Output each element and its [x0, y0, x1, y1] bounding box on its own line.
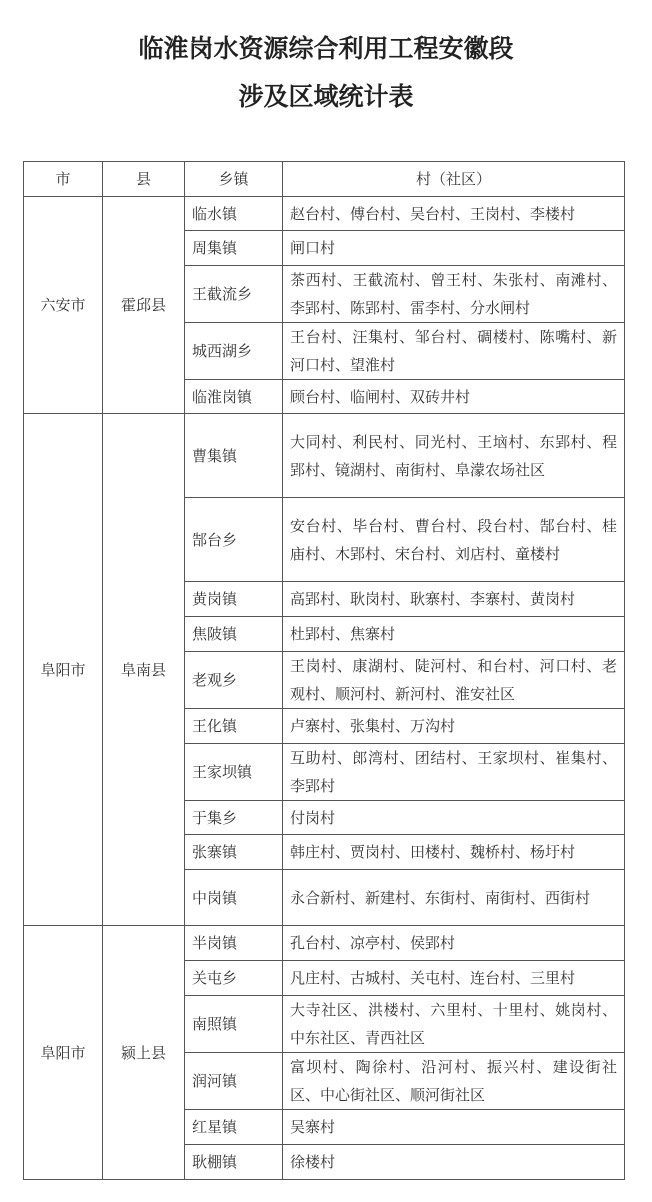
village-cell: 吴寨村: [283, 1110, 625, 1145]
village-cell: 顾台村、临闸村、双砖井村: [283, 380, 625, 414]
village-cell: 杜郢村、焦寨村: [283, 617, 625, 652]
village-cell: 凡庄村、古城村、关屯村、连台村、三里村: [283, 961, 625, 996]
town-cell: 王截流乡: [185, 266, 283, 323]
village-cell: 徐楼村: [283, 1145, 625, 1180]
village-cell: 孔台村、凉亭村、侯郢村: [283, 926, 625, 961]
village-cell: 永合新村、新建村、东街村、南街村、西街村: [283, 870, 625, 926]
county-cell: 霍邱县: [103, 197, 185, 414]
town-cell: 于集乡: [185, 801, 283, 835]
table-row: [24, 197, 625, 231]
village-cell: 韩庄村、贾岗村、田楼村、魏桥村、杨圩村: [283, 835, 625, 870]
town-cell: 王化镇: [185, 709, 283, 744]
town-cell: 曹集镇: [185, 414, 283, 498]
village-cell: 卢寨村、张集村、万沟村: [283, 709, 625, 744]
header-village: 村（社区）: [283, 162, 625, 197]
village-cell: 高郢村、耿岗村、耿寨村、李寨村、黄岗村: [283, 582, 625, 617]
town-cell: 城西湖乡: [185, 323, 283, 380]
town-cell: 南照镇: [185, 996, 283, 1053]
town-cell: 关屯乡: [185, 961, 283, 996]
table-header-row: [24, 162, 625, 197]
town-cell: 周集镇: [185, 231, 283, 266]
page-title-line-2: 涉及区域统计表: [238, 82, 414, 111]
table-row: [24, 926, 625, 961]
county-cell: 阜南县: [103, 414, 185, 926]
town-cell: 耿棚镇: [185, 1145, 283, 1180]
page-title-line-1: 临淮岗水资源综合利用工程安徽段: [138, 34, 514, 63]
town-cell: 临淮岗镇: [185, 380, 283, 414]
town-cell: 郜台乡: [185, 498, 283, 582]
village-cell: 王台村、汪集村、邹台村、碉楼村、陈嘴村、新河口村、望淮村: [283, 323, 625, 380]
region-statistics-table: [23, 161, 625, 1180]
village-cell: 互助村、郎湾村、团结村、王家坝村、崔集村、李郢村: [283, 744, 625, 801]
header-town: 乡镇: [185, 162, 283, 197]
city-cell: 阜阳市: [24, 414, 103, 926]
town-cell: 红星镇: [185, 1110, 283, 1145]
village-cell: 富坝村、陶徐村、沿河村、振兴村、建设街社区、中心街社区、顺河街社区: [283, 1053, 625, 1110]
table-body: [24, 197, 625, 1180]
town-cell: 黄岗镇: [185, 582, 283, 617]
town-cell: 临水镇: [185, 197, 283, 231]
table-row: [24, 414, 625, 498]
village-cell: 王岗村、康湖村、陡河村、和台村、河口村、老观村、顺河村、新河村、淮安社区: [283, 652, 625, 709]
town-cell: 张寨镇: [185, 835, 283, 870]
city-cell: 阜阳市: [24, 926, 103, 1180]
village-cell: 大同村、利民村、同光村、王垴村、东郢村、程郢村、镜湖村、南街村、阜濛农场社区: [283, 414, 625, 498]
county-cell: 颍上县: [103, 926, 185, 1180]
village-cell: 闸口村: [283, 231, 625, 266]
header-city: 市: [24, 162, 103, 197]
village-cell: 付岗村: [283, 801, 625, 835]
town-cell: 王家坝镇: [185, 744, 283, 801]
town-cell: 焦陂镇: [185, 617, 283, 652]
village-cell: 茶西村、王截流村、曾王村、朱张村、南滩村、李郢村、陈郢村、雷李村、分水闸村: [283, 266, 625, 323]
town-cell: 润河镇: [185, 1053, 283, 1110]
town-cell: 老观乡: [185, 652, 283, 709]
town-cell: 半岗镇: [185, 926, 283, 961]
village-cell: 赵台村、傅台村、吴台村、王岗村、李楼村: [283, 197, 625, 231]
town-cell: 中岗镇: [185, 870, 283, 926]
village-cell: 安台村、毕台村、曹台村、段台村、郜台村、桂庙村、木郢村、宋台村、刘店村、童楼村: [283, 498, 625, 582]
header-county: 县: [103, 162, 185, 197]
city-cell: 六安市: [24, 197, 103, 414]
village-cell: 大寺社区、洪楼村、六里村、十里村、姚岗村、中东社区、青西社区: [283, 996, 625, 1053]
